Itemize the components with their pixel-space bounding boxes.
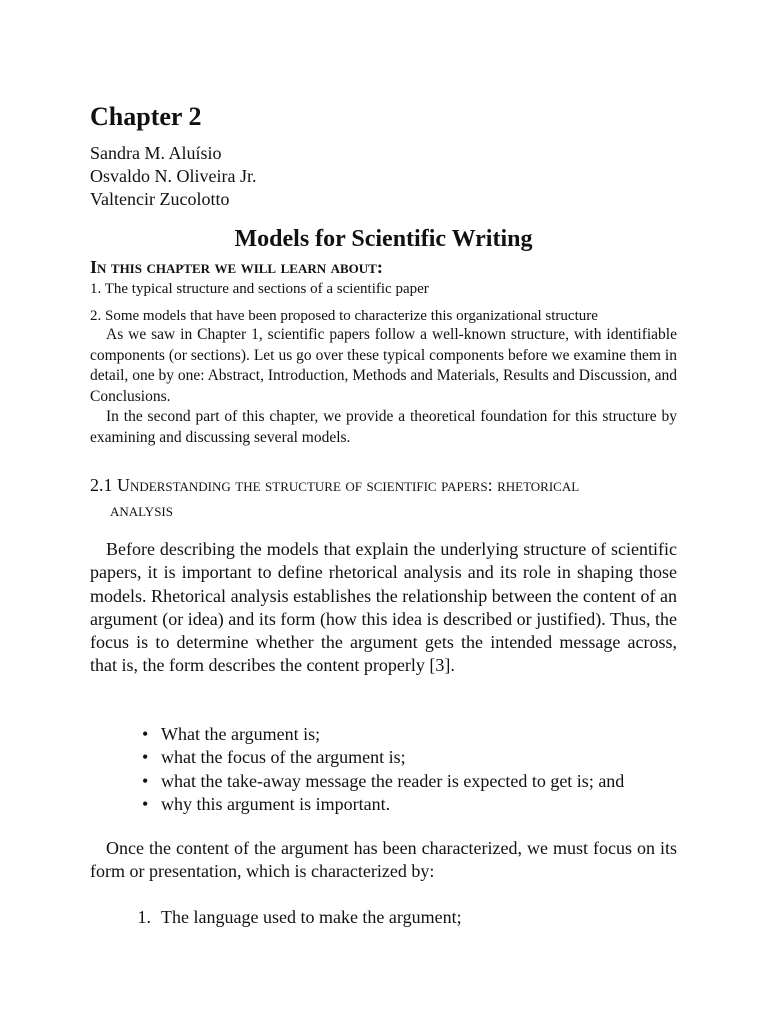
numbered-list xyxy=(90,906,462,929)
intro-paragraph: In the second part of this chapter, we provide a theoretical foundation for this structure by examining and discussing several models. xyxy=(90,408,677,446)
body-paragraph: Before describing the models that explain the underlying structure of scientific papers, it is important to define rhetorical analysis and its role in shaping those models. Rhetorical analysis establishes the relationship between the content of an argument (or idea) and its form (how this idea is described or justified). Thus, the focus is to determine whether the argument gets the intended message across, that is, the form describes the content properly [3]. xyxy=(90,539,677,676)
author-list xyxy=(90,142,256,211)
bullet-marker: • xyxy=(142,770,149,791)
bullet-marker: • xyxy=(142,793,149,814)
author-name: Sandra M. Aluísio xyxy=(90,143,222,163)
bullet-text: why this argument is important. xyxy=(161,793,391,814)
bullet-item xyxy=(90,793,624,816)
bullet-item xyxy=(90,770,624,793)
bullet-text: what the focus of the argument is; xyxy=(161,747,406,768)
body-paragraph: Once the content of the argument has been characterized, we must focus on its form or presentation, which is characterized by: xyxy=(90,838,677,882)
section-title-line1: Understanding the structure of scientific papers: rhetorical xyxy=(117,475,580,495)
bullet-text: what the take-away message the reader is expected to get is; and xyxy=(161,770,625,791)
section-heading xyxy=(90,473,690,523)
section-number: 2.1 xyxy=(90,475,113,495)
chapter-title: Models for Scientific Writing xyxy=(234,226,533,252)
section-title-line2: analysis xyxy=(110,500,173,520)
author-name: Valtencir Zucolotto xyxy=(90,189,230,209)
bullet-item xyxy=(90,723,624,746)
bullet-text: What the argument is; xyxy=(161,724,321,744)
author-name: Osvaldo N. Oliveira Jr. xyxy=(90,166,257,186)
learning-goal-item: 1. The typical structure and sections of a scientific paper xyxy=(90,281,429,297)
bullet-list xyxy=(90,723,624,816)
numbered-item-text: The language used to make the argument; xyxy=(161,907,462,927)
bullet-marker: • xyxy=(142,724,149,744)
learning-goals-heading: In this chapter we will learn about: xyxy=(90,257,383,277)
learning-goal-item: 2. Some models that have been proposed to characterize this organizational structure xyxy=(90,308,598,324)
numbered-item-number: 1. xyxy=(137,907,151,927)
chapter-label: Chapter 2 xyxy=(90,102,202,131)
bullet-item xyxy=(90,746,624,769)
bullet-marker: • xyxy=(142,747,149,768)
intro-paragraph: As we saw in Chapter 1, scientific papers follow a well-known structure, with identifiable components (or sections). Let us go over these typical components before we examine them in detail, one by one: Abstract, Introduction, Methods and Materials, Results and Discussion, and Conclusions. xyxy=(90,326,677,405)
numbered-item xyxy=(90,906,462,929)
